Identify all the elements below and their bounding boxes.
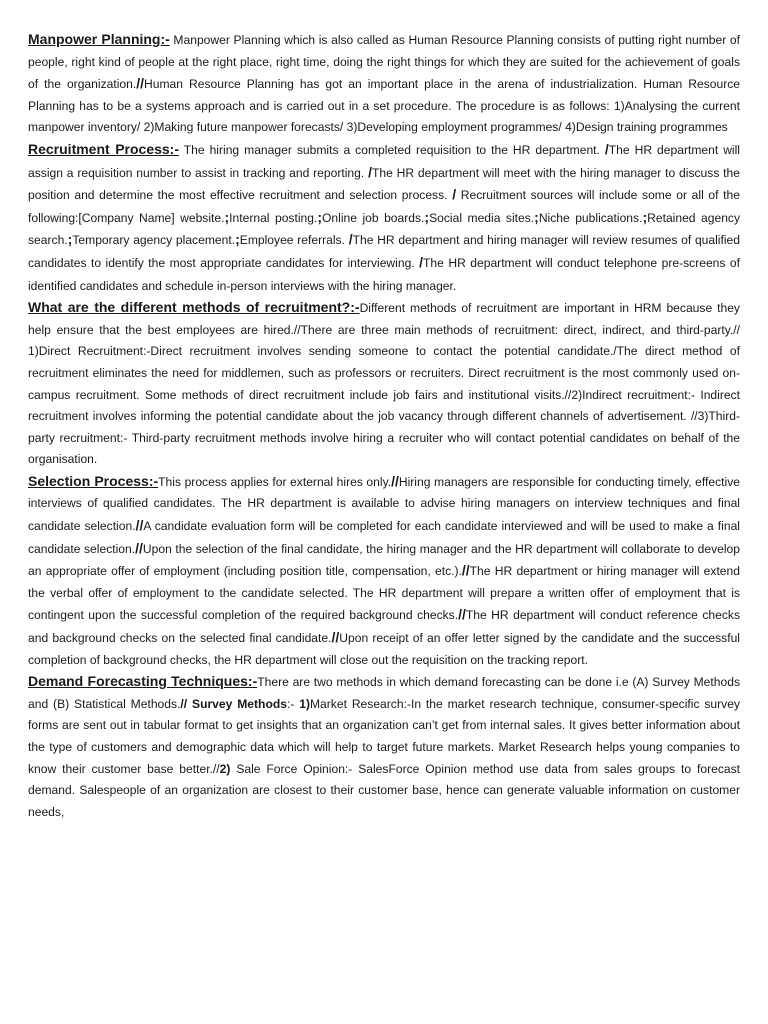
section-heading: Selection Process:- <box>28 472 159 489</box>
section-demand-forecasting: Demand Forecasting Techniques:-There are two methods in which demand forecasting can be done i.e (A) Survey Methods and (B) Statistical Methods.// Survey Methods:- 1)Market Research:-In the market research technique, consumer-specific survey forms are sent out in tabular format to get insights that an organization can’t get from internal sales. It gives better information about the type of customers and demographic data which will help to target future markets. Market Research helps young companies to know their customer base better.//2) Sale Force Opinion:- SalesForce Opinion method use data from sales groups to forecast demand. Salespeople of an organization are closest to their customer base, hence can generate valuable information on customer needs, <box>28 673 740 819</box>
section-recruitment-process: Recruitment Process:- The hiring manager submits a completed requisition to the HR department. /The HR department will assign a requisition number to assist in tracking and reporting. /The HR department will meet with the hiring manager to discuss the position and determine the most effective recruitment and selection process. / Recruitment sources will include some or all of the following:[Company Name] website.;Internal posting.;Online job boards.;Social media sites.;Niche publications.;Retained agency search.;Temporary agency placement.;Employee referrals. /The HR department and hiring manager will review resumes of qualified candidates to identify the most appropriate candidates for interviewing. /The HR department will conduct telephone pre-screens of identified candidates and schedule in-person interviews with the hiring manager. <box>28 140 741 293</box>
section-heading: Recruitment Process:- <box>28 140 179 157</box>
section-heading: What are the different methods of recruitment?:- <box>28 299 360 316</box>
section-manpower-planning: Manpower Planning:- Manpower Planning which is also called as Human Resource Planning consists of putting right number of people, right kind of people at the right place, right time, doing the right things for which they are suited for the achievement of goals of the organization.//Human Resource Planning has got an important place in the arena of industrialization. Human Resource Planning has to be a systems approach and is carried out in a set procedure. The procedure is as follows: 1)Analysing the current manpower inventory/ 2)Making future manpower forecasts/ 3)Developing employment programmes/ 4)Design training programmes <box>28 31 740 135</box>
section-heading: Manpower Planning:- <box>28 31 170 47</box>
section-selection-process: Selection Process:-This process applies for external hires only.//Hiring managers are responsible for conducting timely, effective interviews of qualified candidates. The HR department is available to advise hiring managers on interview techniques and final candidate selection.//A candidate evaluation form will be completed for each candidate interviewed and will be used to make a final candidate selection.//Upon the selection of the final candidate, the hiring manager and the HR department will collaborate to develop an appropriate offer of employment (including position title, compensation, etc.).//The HR department or hiring manager will extend the verbal offer of employment to the candidate selected. The HR department will prepare a written offer of employment that is contingent upon the successful completion of the required background checks.//The HR department will conduct reference checks and background checks on the selected final candidate.//Upon receipt of an offer letter signed by the candidate and the successful completion of background checks, the HR department will close out the requisition on the tracking report. <box>28 472 741 667</box>
section-recruitment-methods: What are the different methods of recruitment?:-Different methods of recruitment are important in HRM because they help ensure that the best employees are hired.//There are three main methods of recruitment: direct, indirect, and third-party.// 1)Direct Recruitment:-Direct recruitment involves sending someone to contact the potential candidate./The direct method of recruitment eliminates the need for middlemen, such as professors or recruiters. Direct recruitment is the most commonly used on-campus recruitment. Some methods of direct recruitment include job fairs and institutional visits.//2)Indirect recruitment:- Indirect recruitment involves informing the potential candidate about the job vacancy through different channels of advertisement. //3)Third-party recruitment:- Third-party recruitment methods involve hiring a recruiter who will contact potential candidates on behalf of the organisation. <box>28 299 740 467</box>
section-heading: Demand Forecasting Techniques:- <box>28 673 258 690</box>
